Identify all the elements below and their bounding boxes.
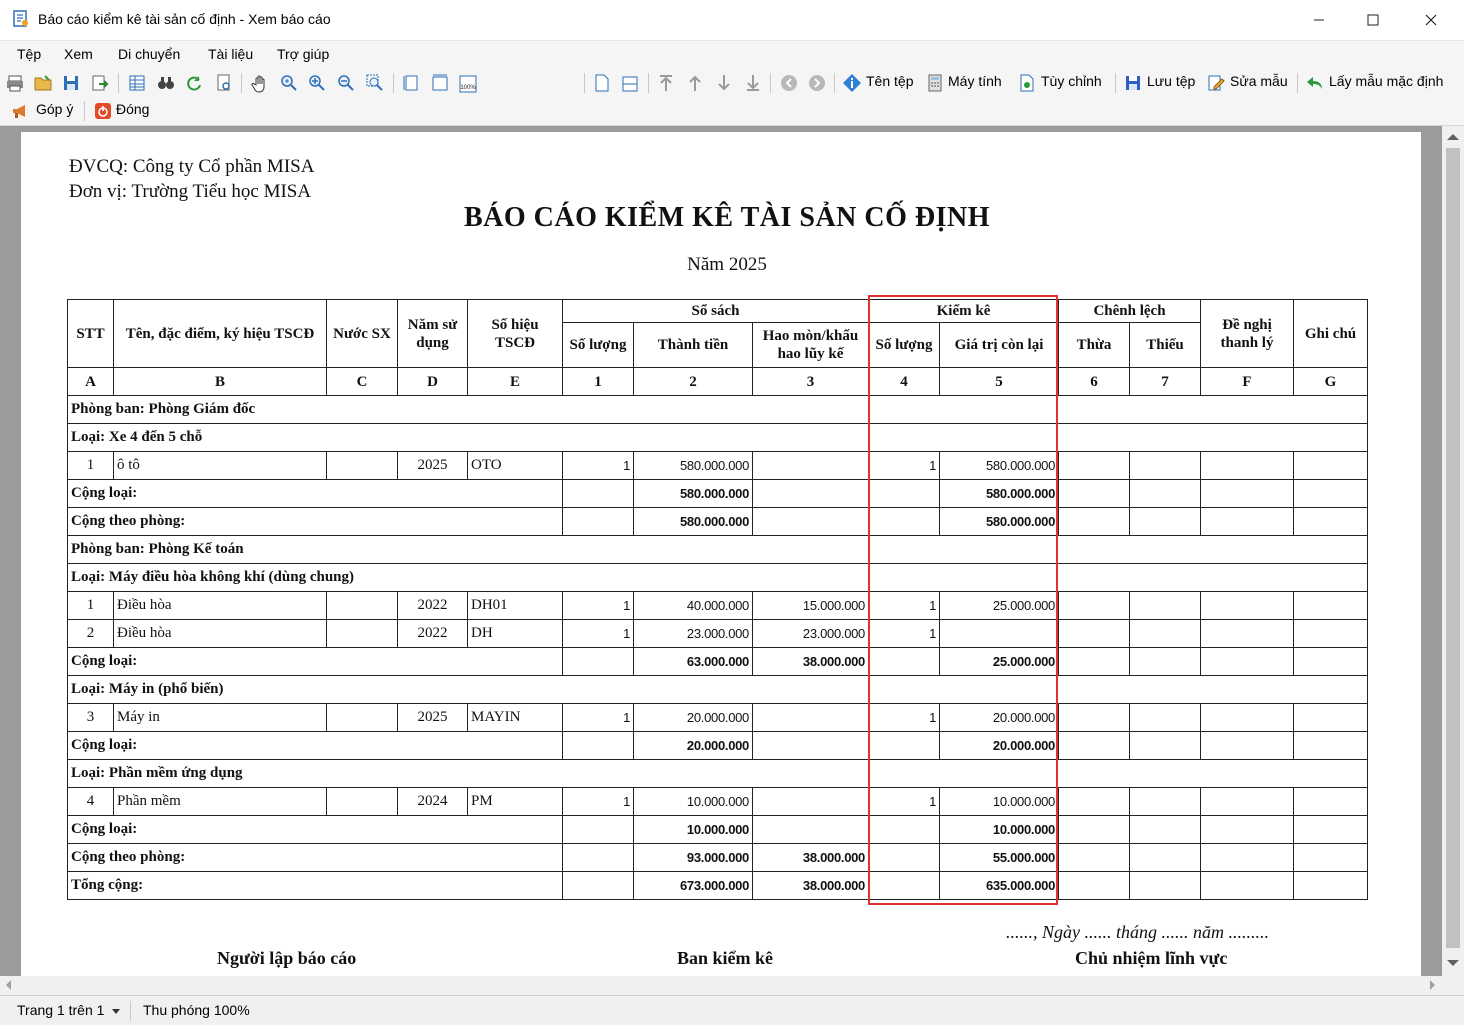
grand-total-label: Tổng cộng: [68, 872, 563, 900]
page-setup-icon[interactable] [214, 73, 234, 93]
code-cell: 7 [1130, 368, 1201, 396]
cell-thua [1059, 592, 1130, 620]
cell-soluong [563, 480, 634, 508]
code-cell: B [114, 368, 327, 396]
cell-giatri: 25.000.000 [940, 592, 1059, 620]
scroll-right-icon[interactable] [1430, 980, 1435, 990]
menu-tep[interactable]: Tệp [17, 46, 42, 62]
code-cell: E [468, 368, 563, 396]
cell-denghi [1201, 732, 1294, 760]
inventory-table [67, 299, 1368, 900]
cell-denghi [1201, 508, 1294, 536]
signer-field-head: Chủ nhiệm lĩnh vực [1075, 948, 1228, 968]
group-row-loai [68, 424, 1368, 452]
cell-nuoc [327, 620, 398, 648]
cell-haomon [753, 816, 869, 844]
customize-icon[interactable] [1017, 73, 1037, 93]
group-row-phong-ban [68, 536, 1368, 564]
cell-thua [1059, 732, 1130, 760]
subtotal-row [68, 844, 1368, 872]
cell-ghichu [1294, 592, 1368, 620]
group-label: Loại: Máy điều hòa không khí (dùng chung) [68, 564, 1368, 592]
col-nuoc: Nước SX [327, 300, 398, 368]
table-header-row [68, 300, 1368, 323]
cell-thua [1059, 452, 1130, 480]
col-denghi: Đề nghị thanh lý [1201, 300, 1294, 368]
edit-template-icon[interactable] [1206, 73, 1226, 93]
cell-ghichu [1294, 788, 1368, 816]
cell-nam: 2025 [398, 452, 468, 480]
chevron-down-icon[interactable] [112, 1009, 120, 1014]
cell-soluong: 1 [563, 620, 634, 648]
group-label: Phòng ban: Phòng Giám đốc [68, 396, 1368, 424]
cell-thua [1059, 816, 1130, 844]
cell-ghichu [1294, 648, 1368, 676]
calculator-button[interactable]: Máy tính [948, 73, 1002, 89]
cell-haomon: 38.000.000 [753, 872, 869, 900]
cell-ghichu [1294, 508, 1368, 536]
col-haomon: Hao mòn/khấu hao lũy kế [753, 323, 869, 368]
cell-giatri: 25.000.000 [940, 648, 1059, 676]
zoom-indicator: Thu phóng 100% [143, 1002, 250, 1018]
horizontal-scrollbar[interactable] [0, 976, 1442, 994]
cell-haomon: 38.000.000 [753, 844, 869, 872]
edit-template-button[interactable]: Sửa mẫu [1230, 73, 1288, 89]
subtotal-label: Cộng loại: [68, 732, 563, 760]
toolbar-separator [770, 73, 771, 93]
cell-giatri: 55.000.000 [940, 844, 1059, 872]
next-page-icon[interactable] [714, 73, 734, 93]
customize-button[interactable]: Tùy chỉnh [1041, 73, 1102, 89]
cell-giatri: 635.000.000 [940, 872, 1059, 900]
group-label: Loại: Máy in (phổ biến) [68, 676, 1368, 704]
single-page-icon[interactable] [592, 73, 612, 93]
cell-haomon [753, 452, 869, 480]
cell-nuoc [327, 592, 398, 620]
hand-icon [250, 74, 270, 94]
code-cell: 6 [1059, 368, 1130, 396]
cell-haomon [753, 508, 869, 536]
code-cell: 1 [563, 368, 634, 396]
cell-nuoc [327, 788, 398, 816]
cell-denghi [1201, 592, 1294, 620]
cell-ghichu [1294, 816, 1368, 844]
first-page-icon[interactable] [656, 73, 676, 93]
cell-stt: 1 [68, 592, 114, 620]
cell-sohieu: MAYIN [468, 704, 563, 732]
cell-ten: ô tô [114, 452, 327, 480]
fit-width-icon[interactable] [430, 73, 450, 93]
cell-haomon: 15.000.000 [753, 592, 869, 620]
subtotal-label: Cộng theo phòng: [68, 508, 563, 536]
cell-soluong [563, 844, 634, 872]
subtotal-row [68, 732, 1368, 760]
close-icon [1425, 14, 1437, 26]
toolbar-separator [584, 73, 585, 93]
cell-soluong: 1 [563, 788, 634, 816]
col-thieu: Thiếu [1130, 323, 1201, 368]
code-cell: 2 [634, 368, 753, 396]
window-title: Báo cáo kiểm kê tài sản cố định - Xem báo cáo [38, 11, 331, 27]
menu-tro-giup[interactable]: Trợ giúp [277, 46, 330, 62]
subtotal-label: Cộng loại: [68, 648, 563, 676]
cell-thanhtien: 580.000.000 [634, 452, 753, 480]
cell-thanhtien: 10.000.000 [634, 816, 753, 844]
svg-text:100%: 100% [460, 85, 476, 91]
cell-ghichu [1294, 620, 1368, 648]
cell-denghi [1201, 788, 1294, 816]
title-bar [0, 0, 1464, 41]
fit-height-icon[interactable] [401, 73, 421, 93]
col-soluong-kk: Số lượng [869, 323, 940, 368]
code-cell: F [1201, 368, 1294, 396]
cell-thua [1059, 620, 1130, 648]
cell-nam: 2022 [398, 592, 468, 620]
status-bar [0, 995, 1464, 1025]
cell-thua [1059, 844, 1130, 872]
col-stt: STT [68, 300, 114, 368]
cell-denghi [1201, 844, 1294, 872]
toolbar-separator [118, 73, 119, 93]
cell-thieu [1130, 452, 1201, 480]
report-year: Năm 2025 [687, 254, 767, 275]
cell-thanhtien: 580.000.000 [634, 480, 753, 508]
calculator-icon[interactable] [925, 73, 945, 93]
cell-soluong: 1 [563, 704, 634, 732]
cell-thieu [1130, 592, 1201, 620]
cell-giatri: 10.000.000 [940, 816, 1059, 844]
cell-thieu [1130, 620, 1201, 648]
save-icon[interactable] [61, 73, 81, 93]
cell-haomon [753, 732, 869, 760]
signer-inventory-board: Ban kiểm kê [677, 948, 774, 968]
cell-giatri: 20.000.000 [940, 704, 1059, 732]
cell-ghichu [1294, 480, 1368, 508]
vertical-scrollbar[interactable] [1442, 126, 1464, 976]
col-thanhtien: Thành tiền [634, 323, 753, 368]
cell-giatri: 580.000.000 [940, 452, 1059, 480]
export-icon[interactable] [90, 73, 110, 93]
cell-haomon [753, 480, 869, 508]
file-name-icon[interactable] [842, 73, 862, 93]
cell-ten: Điều hòa [114, 620, 327, 648]
toolbar-separator [84, 101, 85, 121]
cell-soluong [563, 816, 634, 844]
cell-sohieu: OTO [468, 452, 563, 480]
zoom-out-icon[interactable] [336, 73, 356, 93]
table-view-icon[interactable] [127, 73, 147, 93]
cell-sohieu: DH01 [468, 592, 563, 620]
col-giatri: Giá trị còn lại [940, 323, 1059, 368]
back-icon[interactable] [779, 73, 799, 93]
cell-thanhtien: 40.000.000 [634, 592, 753, 620]
cell-soluong-kk: 1 [869, 452, 940, 480]
refresh-icon[interactable] [184, 73, 204, 93]
cell-thanhtien: 93.000.000 [634, 844, 753, 872]
cell-soluong [563, 872, 634, 900]
cell-giatri: 20.000.000 [940, 732, 1059, 760]
cell-ten: Máy in [114, 704, 327, 732]
table-row [68, 788, 1368, 816]
cell-soluong-kk: 1 [869, 704, 940, 732]
cell-soluong-kk: 1 [869, 620, 940, 648]
page-indicator[interactable]: Trang 1 trên 1 [17, 1002, 105, 1018]
cell-stt: 3 [68, 704, 114, 732]
cell-denghi [1201, 872, 1294, 900]
minimize-button[interactable] [1290, 0, 1348, 40]
cell-nam: 2022 [398, 620, 468, 648]
code-cell: 3 [753, 368, 869, 396]
scroll-up-icon[interactable] [1447, 134, 1459, 140]
default-template-button[interactable]: Lấy mẫu mặc định [1329, 73, 1444, 89]
minimize-icon [1313, 14, 1325, 26]
cell-thieu [1130, 704, 1201, 732]
save-file-button[interactable]: Lưu tệp [1147, 73, 1196, 89]
cell-thanhtien: 63.000.000 [634, 648, 753, 676]
cell-thua [1059, 704, 1130, 732]
close-report-button[interactable]: Đóng [116, 101, 150, 117]
cell-thieu [1130, 480, 1201, 508]
group-row-loai [68, 564, 1368, 592]
don-vi-line: Đơn vị: Trường Tiểu học MISA [69, 181, 312, 202]
cell-denghi [1201, 648, 1294, 676]
cell-thieu [1130, 648, 1201, 676]
table-row [68, 704, 1368, 732]
cell-ghichu [1294, 452, 1368, 480]
cell-stt: 2 [68, 620, 114, 648]
subtotal-row [68, 648, 1368, 676]
subtotal-label: Cộng loại: [68, 480, 563, 508]
cell-sohieu: PM [468, 788, 563, 816]
cell-ghichu [1294, 704, 1368, 732]
subtotal-row [68, 508, 1368, 536]
cell-haomon [753, 788, 869, 816]
cell-thanhtien: 20.000.000 [634, 704, 753, 732]
toolbar-separator [648, 73, 649, 93]
toolbar-separator [1115, 73, 1116, 93]
col-ten: Tên, đặc điểm, ký hiệu TSCĐ [114, 300, 327, 368]
group-row-phong-ban [68, 396, 1368, 424]
cell-stt: 1 [68, 452, 114, 480]
zoom-area-icon[interactable] [365, 73, 385, 93]
vertical-scroll-thumb[interactable] [1446, 148, 1460, 948]
subtotal-label: Cộng theo phòng: [68, 844, 563, 872]
group-row-loai [68, 676, 1368, 704]
toolbar-separator [834, 73, 835, 93]
code-cell: 4 [869, 368, 940, 396]
save-file-icon[interactable] [1123, 73, 1143, 93]
subtotal-row [68, 480, 1368, 508]
col-sosach: Sổ sách [563, 300, 869, 323]
cell-sohieu: DH [468, 620, 563, 648]
toolbar-separator [1297, 73, 1298, 93]
maximize-icon [1367, 14, 1379, 26]
scroll-left-icon[interactable] [6, 980, 11, 990]
cell-nam: 2024 [398, 788, 468, 816]
toolbar-secondary [0, 97, 1464, 126]
prev-page-icon[interactable] [685, 73, 705, 93]
cell-haomon: 23.000.000 [753, 620, 869, 648]
cell-thanhtien: 673.000.000 [634, 872, 753, 900]
cell-denghi [1201, 480, 1294, 508]
forward-icon[interactable] [807, 73, 827, 93]
cell-thua [1059, 872, 1130, 900]
cell-thanhtien: 10.000.000 [634, 788, 753, 816]
subtotal-row [68, 816, 1368, 844]
power-close-icon[interactable] [93, 101, 113, 121]
code-cell: D [398, 368, 468, 396]
toolbar [0, 69, 1464, 97]
cell-soluong-kk: 1 [869, 592, 940, 620]
cell-soluong-kk [869, 816, 940, 844]
feedback-megaphone-icon[interactable] [10, 101, 30, 121]
cell-ghichu [1294, 872, 1368, 900]
cell-giatri [940, 620, 1059, 648]
scroll-down-icon[interactable] [1447, 960, 1459, 966]
dvcq-line: ĐVCQ: Công ty Cổ phần MISA [69, 156, 315, 177]
cell-thieu [1130, 844, 1201, 872]
report-viewer[interactable] [0, 126, 1442, 976]
cell-giatri: 10.000.000 [940, 788, 1059, 816]
feedback-button[interactable]: Góp ý [36, 101, 74, 117]
col-kiemke: Kiểm kê [869, 300, 1059, 323]
find-icon[interactable] [156, 73, 176, 93]
open-folder-icon[interactable] [33, 73, 53, 93]
table-row [68, 592, 1368, 620]
cell-giatri: 580.000.000 [940, 508, 1059, 536]
maximize-button[interactable] [1344, 0, 1402, 40]
cell-thieu [1130, 872, 1201, 900]
cell-stt: 4 [68, 788, 114, 816]
cell-thieu [1130, 788, 1201, 816]
cell-ghichu [1294, 844, 1368, 872]
cell-denghi [1201, 816, 1294, 844]
toolbar-separator [241, 73, 242, 93]
code-cell: G [1294, 368, 1368, 396]
cell-thieu [1130, 816, 1201, 844]
subtotal-label: Cộng loại: [68, 816, 563, 844]
cell-denghi [1201, 620, 1294, 648]
cell-soluong-kk: 1 [869, 788, 940, 816]
cell-thieu [1130, 508, 1201, 536]
group-label: Loại: Phần mềm ứng dụng [68, 760, 1368, 788]
col-soluong: Số lượng [563, 323, 634, 368]
cell-ghichu [1294, 732, 1368, 760]
multi-page-icon [620, 74, 640, 94]
group-label: Loại: Xe 4 đến 5 chỗ [68, 424, 1368, 452]
close-button[interactable] [1402, 0, 1460, 40]
cell-soluong-kk [869, 648, 940, 676]
menu-di-chuyen[interactable]: Di chuyển [118, 46, 181, 62]
cell-nam: 2025 [398, 704, 468, 732]
cell-soluong-kk [869, 844, 940, 872]
cell-nuoc [327, 452, 398, 480]
table-row [68, 452, 1368, 480]
cell-soluong [563, 508, 634, 536]
cell-ten: Điều hòa [114, 592, 327, 620]
menu-bar [0, 41, 1464, 69]
toolbar-separator [393, 73, 394, 93]
sign-date-line: ......, Ngày ...... tháng ...... năm ......... [1006, 922, 1269, 942]
cell-haomon [753, 704, 869, 732]
cell-soluong-kk [869, 732, 940, 760]
cell-thua [1059, 648, 1130, 676]
zoom-in-plus-icon[interactable] [307, 73, 327, 93]
cell-soluong [563, 648, 634, 676]
cell-soluong [563, 732, 634, 760]
cell-soluong: 1 [563, 452, 634, 480]
code-cell: A [68, 368, 114, 396]
zoom-in-icon[interactable] [279, 73, 299, 93]
cell-thua [1059, 508, 1130, 536]
cell-denghi [1201, 452, 1294, 480]
col-sohieu: Số hiệu TSCĐ [468, 300, 563, 368]
code-cell: 5 [940, 368, 1059, 396]
cell-giatri: 580.000.000 [940, 480, 1059, 508]
menu-xem[interactable]: Xem [64, 46, 93, 62]
cell-thanhtien: 580.000.000 [634, 508, 753, 536]
report-title: BÁO CÁO KIỂM KÊ TÀI SẢN CỐ ĐỊNH [463, 202, 991, 233]
status-separator [130, 1001, 131, 1021]
code-cell: C [327, 368, 398, 396]
cell-thanhtien: 20.000.000 [634, 732, 753, 760]
report-page [21, 132, 1421, 976]
group-label: Phòng ban: Phòng Kế toán [68, 536, 1368, 564]
cell-thua [1059, 788, 1130, 816]
cell-soluong: 1 [563, 592, 634, 620]
table-row [68, 620, 1368, 648]
cell-thua [1059, 480, 1130, 508]
file-name-button[interactable]: Tên tệp [866, 73, 914, 89]
group-row-loai [68, 760, 1368, 788]
cell-soluong-kk [869, 480, 940, 508]
actual-size-icon [458, 74, 478, 94]
col-ghichu: Ghi chú [1294, 300, 1368, 368]
col-thua: Thừa [1059, 323, 1130, 368]
grand-total-row [68, 872, 1368, 900]
col-chenhlech: Chênh lệch [1059, 300, 1201, 323]
signer-preparer: Người lập báo cáo [217, 948, 357, 968]
cell-thanhtien: 23.000.000 [634, 620, 753, 648]
report-app-icon [12, 10, 30, 28]
cell-nuoc [327, 704, 398, 732]
col-nam: Năm sử dụng [398, 300, 468, 368]
cell-soluong-kk [869, 872, 940, 900]
cell-ten: Phần mềm [114, 788, 327, 816]
print-icon[interactable] [5, 73, 25, 93]
last-page-icon[interactable] [743, 73, 763, 93]
cell-thieu [1130, 732, 1201, 760]
code-row [68, 368, 1368, 396]
cell-denghi [1201, 704, 1294, 732]
undo-default-icon[interactable] [1305, 73, 1325, 93]
cell-haomon: 38.000.000 [753, 648, 869, 676]
menu-tai-lieu[interactable]: Tài liệu [208, 46, 254, 62]
cell-soluong-kk [869, 508, 940, 536]
